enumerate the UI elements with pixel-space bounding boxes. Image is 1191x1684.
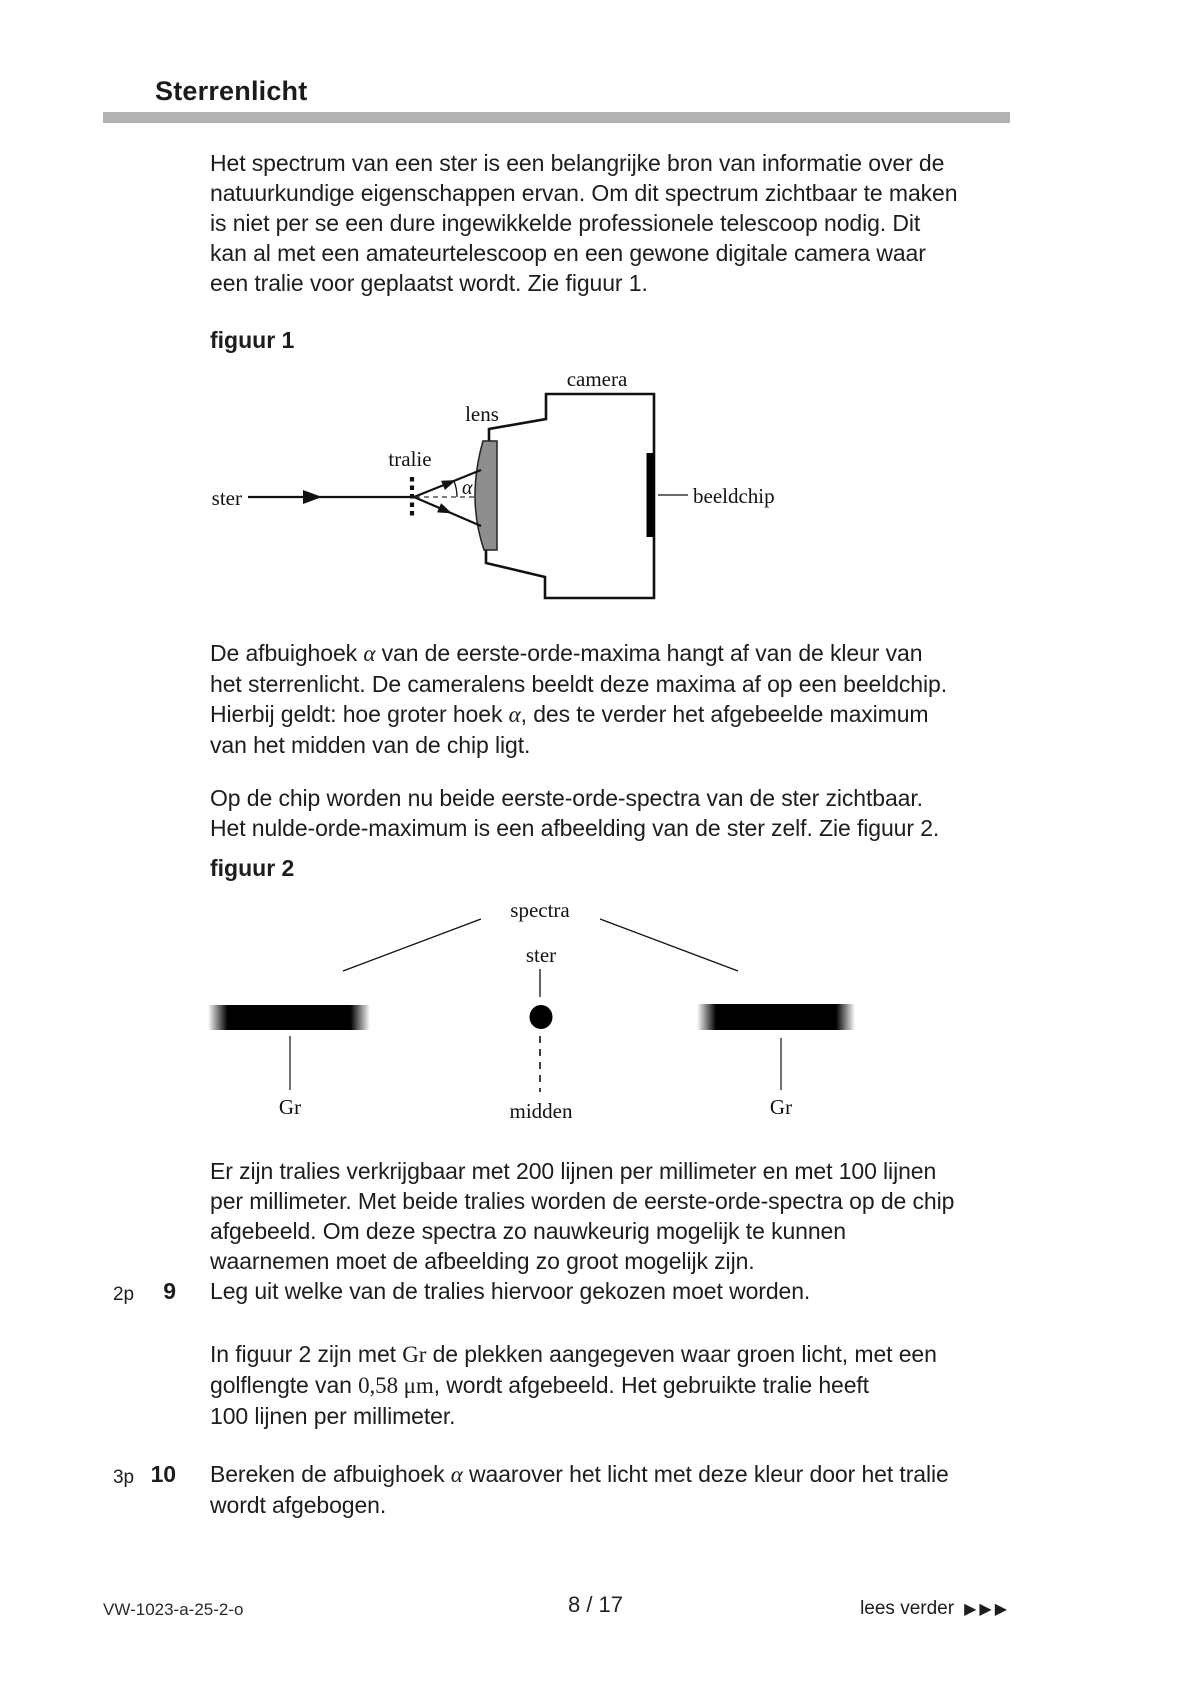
text-line	[210, 208, 957, 238]
text-segment: Er zijn tralies verkrijgbaar met 200 lijnen per millimeter en met 100 lijnen	[210, 1158, 937, 1184]
figure1-label-ster: ster	[211, 486, 242, 510]
text-segment: een tralie voor geplaatst wordt. Zie figuur 1.	[210, 270, 648, 296]
text-line	[210, 1490, 1191, 1520]
angle-arc	[454, 481, 457, 497]
text-segment: In figuur 2 zijn met	[210, 1341, 403, 1367]
text-line	[210, 1401, 937, 1431]
text-segment: α	[508, 702, 521, 727]
star-ray-arrowhead-icon	[303, 490, 322, 504]
spectrum-bar-left	[208, 1005, 370, 1030]
text-line	[210, 178, 957, 208]
text-line	[210, 699, 947, 730]
text-segment: 0,58 μm	[358, 1373, 434, 1398]
spectrum-bar-right	[697, 1004, 855, 1030]
question-10-number: 10	[150, 1461, 176, 1487]
text-segment: natuurkundige eigenschappen ervan. Om dit spectrum zichtbaar te maken	[210, 180, 958, 206]
text-line	[210, 1459, 1191, 1490]
text-segment: van het midden van de chip ligt.	[210, 732, 531, 758]
text-line	[210, 1186, 954, 1216]
text-segment: Gr	[402, 1342, 427, 1367]
text-segment: golflengte van	[210, 1372, 359, 1398]
spectra-pointer-left	[343, 919, 481, 971]
text-segment: Bereken de afbuighoek	[210, 1461, 451, 1487]
figure1-label-tralie: tralie	[388, 447, 432, 471]
text-line	[210, 730, 947, 760]
camera-body-outline	[486, 394, 654, 598]
figure2-label-spectra: spectra	[510, 898, 570, 922]
figure2-label-gr-right: Gr	[769, 1095, 793, 1119]
text-line	[210, 238, 957, 268]
text-segment: afgebeeld. Om deze spectra zo nauwkeurig mogelijk te kunnen	[210, 1218, 846, 1244]
spectra-pointer-right	[600, 919, 738, 971]
figure1-diagram	[180, 360, 800, 610]
text-line	[210, 813, 939, 843]
question-10	[113, 1459, 1191, 1520]
figure1-label-alpha: α	[462, 477, 473, 499]
star-dot	[530, 1005, 553, 1029]
question-9-points: 2p	[113, 1284, 134, 1305]
text-segment: per millimeter. Met beide tralies worden de eerste-orde-spectra op de chip	[210, 1188, 955, 1214]
text-segment: 100 lijnen per millimeter.	[210, 1403, 456, 1429]
paragraph-tralies	[210, 1156, 954, 1276]
text-segment: van de eerste-orde-maxima hangt af van de kleur van	[375, 640, 923, 666]
question-9-text	[210, 1276, 1191, 1306]
text-line	[210, 638, 947, 669]
lens-glass	[475, 441, 497, 550]
diffracted-ray-down-arrowhead-icon	[437, 503, 452, 513]
text-segment: wordt afgebogen.	[210, 1492, 387, 1518]
page-title: Sterrenlicht	[155, 76, 308, 106]
paragraph-intro	[210, 148, 957, 298]
question-10-text	[210, 1459, 1191, 1520]
figure1-label-camera: camera	[566, 367, 628, 391]
text-segment: de plekken aangegeven waar groen licht, met een	[426, 1341, 937, 1367]
text-line	[210, 1370, 937, 1401]
question-9	[113, 1276, 1191, 1306]
text-segment: , des te verder het afgebeelde maximum	[520, 701, 929, 727]
figure2-caption: figuur 2	[210, 855, 295, 881]
text-segment: , wordt afgebeeld. Het gebruikte tralie heeft	[433, 1372, 869, 1398]
text-line	[210, 1246, 954, 1276]
footer-document-code: VW-1023-a-25-2-o	[103, 1600, 244, 1619]
text-segment: kan al met een amateurtelescoop en een gewone digitale camera waar	[210, 240, 926, 266]
figure2-diagram	[180, 890, 880, 1130]
text-segment: Het spectrum van een ster is een belangrijke bron van informatie over de	[210, 150, 945, 176]
text-line	[210, 148, 957, 178]
text-line	[210, 1339, 937, 1370]
text-segment: is niet per se een dure ingewikkelde professionele telescoop nodig. Dit	[210, 210, 921, 236]
text-line	[210, 1216, 954, 1246]
text-segment: Leg uit welke van de tralies hiervoor gekozen moet worden.	[210, 1278, 811, 1304]
figure2-label-ster: ster	[525, 943, 557, 967]
text-segment: Het nulde-orde-maximum is een afbeelding van de ster zelf. Zie figuur 2.	[210, 815, 940, 841]
text-segment: Hierbij geldt: hoe groter hoek	[210, 701, 509, 727]
text-segment: waarover het licht met deze kleur door het tralie	[462, 1461, 949, 1487]
text-line	[210, 1276, 1191, 1306]
text-line	[210, 669, 947, 699]
footer-continue-text: lees verder	[860, 1598, 955, 1619]
text-segment: het sterrenlicht. De cameralens beeldt deze maxima af op een beeldchip.	[210, 671, 947, 697]
figure2-label-midden: midden	[509, 1099, 573, 1123]
figure2-label-gr-left: Gr	[278, 1095, 302, 1119]
question-9-number: 9	[163, 1278, 176, 1304]
text-segment: De afbuighoek	[210, 640, 364, 666]
question-10-points: 3p	[113, 1467, 134, 1488]
paragraph-afbuighoek	[210, 638, 947, 760]
footer-page-number: 8 / 17	[567, 1592, 624, 1617]
text-line	[210, 1156, 954, 1186]
footer-continue	[860, 1598, 1010, 1620]
text-segment: Op de chip worden nu beide eerste-orde-spectra van de ster zichtbaar.	[210, 785, 923, 811]
title-divider	[103, 112, 1010, 123]
continue-arrows-icon: ▶▶▶	[964, 1601, 1010, 1618]
text-segment: waarnemen moet de afbeelding zo groot mogelijk zijn.	[210, 1248, 755, 1274]
paragraph-groen-licht	[210, 1339, 937, 1431]
text-line	[210, 268, 957, 298]
image-chip	[647, 453, 655, 537]
paragraph-op-de-chip	[210, 783, 939, 843]
figure1-caption: figuur 1	[210, 327, 295, 353]
text-segment: α	[363, 641, 376, 666]
text-segment: α	[450, 1462, 463, 1487]
figure1-label-beeldchip: beeldchip	[693, 484, 775, 508]
text-line	[210, 783, 939, 813]
figure1-label-lens: lens	[465, 402, 499, 426]
